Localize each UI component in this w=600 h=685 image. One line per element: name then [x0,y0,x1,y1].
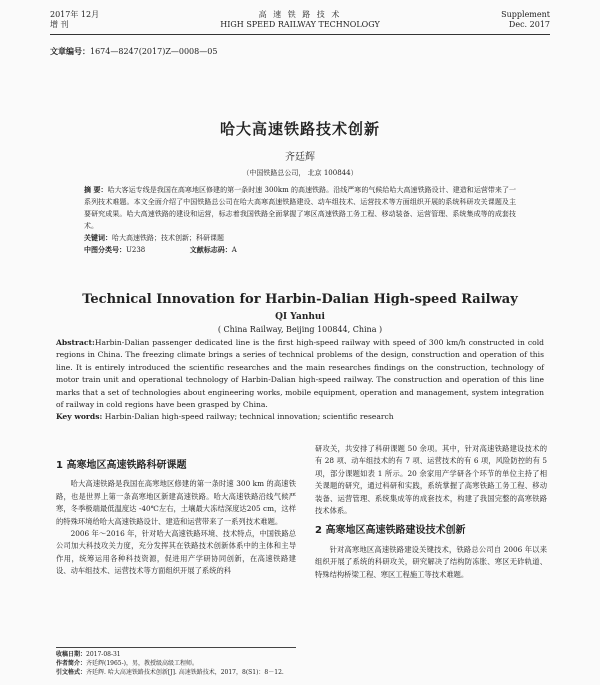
header-date-en: Dec. 2017 [508,20,550,29]
article-number-value: 1674—8247(2017)Z—0008—05 [90,47,218,56]
section-1-paragraph-2: 2006 年～2016 年，针对哈大高速铁路环境、技术特点，中国铁路总公司加大科技攻关力度，充分发挥其在铁路技术创新体系中的主体和主导作用，统筹运用各种科技资源，促进用产学研协同创新，在高速铁路建设、动车组技术、运营技术等方面组织开展了系统的科 [56,529,296,576]
section-1-heading: 1 高寒地区高速铁路科研课题 [56,460,187,471]
author-cn: 齐廷辉 [285,152,315,163]
received-value: 2017-08-31 [86,651,121,658]
header-right [501,10,550,30]
keywords-en [56,411,544,423]
journal-name-en: HIGH SPEED RAILWAY TECHNOLOGY [220,20,380,29]
article-number [50,46,217,57]
header-issue: 增 刊 [50,20,69,29]
doc-code-value: A [231,246,237,254]
article-number-label: 文章编号： [50,46,90,56]
section-2-heading: 2 高寒地区高速铁路建设技术创新 [315,525,466,537]
classification-row [84,244,516,256]
title-en: Technical Innovation for Harbin-Dalian High-speed Railway [82,292,518,307]
footnote-author [56,659,316,668]
clc-value: U238 [126,246,146,254]
title-cn: 哈大高速铁路技术创新 [219,120,380,138]
author-bio-label: 作者简介： [56,660,87,667]
affiliation-en: ( China Railway, Beijing 100844, China ) [217,325,383,334]
section-1-paragraph-1: 哈大高速铁路是我国在高寒地区修建的第一条时速 300 km 的高速铁路，也是世界上第一条高寒地区新建高速铁路。哈大高速铁路沿线气候严寒，冬季极端最低温度达 -40℃左右，土壤最大冻结深度达205 cm，这样的特殊环境给哈大高速铁路设计、建造和运营带来了一系列技术难题。 [56,479,296,526]
abstract-cn-label: 摘 要： [84,185,108,194]
doc-code-label: 文献标志码： [189,245,232,254]
abstract-en [56,337,544,424]
footnote-divider [56,647,296,648]
header-center [50,10,550,30]
clc-label: 中图分类号： [84,245,126,254]
keywords-en-label: Key words: [56,412,103,422]
section-1-paragraph-2-continued: 研攻关，共安排了科研课题 50 余项。其中，针对高速铁路建设技术的有 28 项、动车组技术的有 7 项、运营技术的有 6 项，风险防控的有 5 项，部分课题如表 1 所示。20 余家用产学研各个环节的单位主持了相关课题的研究，通过科研和实践，系统掌握了高寒铁路工务工程、移动装备、运营管理、系统集成等的成套技术，构建了我国完整的高寒铁路技术体系。 [315,444,547,516]
citation-value: 齐廷辉. 哈大高速铁路技术创新[J]. 高速铁路技术，2017，8(S1)：8－12. [86,669,284,676]
keywords-cn-text: 哈大高速铁路；技术创新；科研课题 [112,234,224,242]
header-date: 2017年 12月 [50,10,100,19]
header-supplement: Supplement [501,10,550,19]
abstract-en-body [56,337,544,411]
abstract-cn-text: 哈大客运专线是我国在高寒地区修建的第一条时速 300km 的高速铁路。沿线严寒的气候给哈大高速铁路设计、建造和运营带来了一系列技术难题。本文全面介绍了中国铁路总公司在哈大高寒高速铁路建设、动车组技术、运营技术等方面组织开展的系统科研攻关课题及主要研究成果。哈大高速铁路的建设和运营，标志着我国铁路全面掌握了寒区高速铁路工务工程、移动装备、运营管理、系统集成等的成套技术。 [84,186,517,230]
keywords-en-text: Harbin-Dalian high-speed railway; technical innovation; scientific research [104,412,394,422]
footnote-citation [56,668,316,677]
running-header [50,10,550,36]
body-left-column [56,456,296,578]
abstract-en-label: Abstract: [56,338,95,347]
keywords-cn-label: 关键词： [84,233,112,242]
abstract-cn [84,184,516,256]
body-right-column [315,443,547,581]
abstract-cn-body [84,184,516,232]
abstract-en-text: Harbin-Dalian passenger dedicated line is the first high-speed railway with speed of 300 km/h constructed in cold regions in China. The freezing climate brings a series of technical problems of the design, construction and operation of this line. It is entirely introduced the scientific researches and the main researches findings on the construction, technology of motor train unit and operational technology of Harbin-Dalian high-speed railway. The construction and operation of this line marks that a set of technologies about engineering works, mobile equipment, operation and management, system integration of railway in cold regions have been grasped by China. [56,338,544,410]
header-divider [50,34,550,35]
citation-label: 引文格式： [56,669,87,676]
section-2-paragraph-1: 针对高寒地区高速铁路建设关键技术，铁路总公司自 2006 年以来组织开展了系统的科研攻关，研究解决了结构防冻胀、寒区无砟轨道、特殊结构桥梁工程、寒区工程施工等技术难题。 [315,544,547,579]
keywords-cn [84,232,516,244]
footnotes [56,650,316,677]
footnote-received [56,650,316,659]
author-en: QI Yanhui [275,312,325,322]
author-bio-value: 齐廷辉(1965-)，男，教授级高级工程师。 [86,660,198,667]
journal-name-cn: 高 速 铁 路 技 术 [258,10,342,19]
affiliation-cn: （中国铁路总公司， 北京 100844） [242,169,358,177]
received-label: 收稿日期： [56,651,87,658]
